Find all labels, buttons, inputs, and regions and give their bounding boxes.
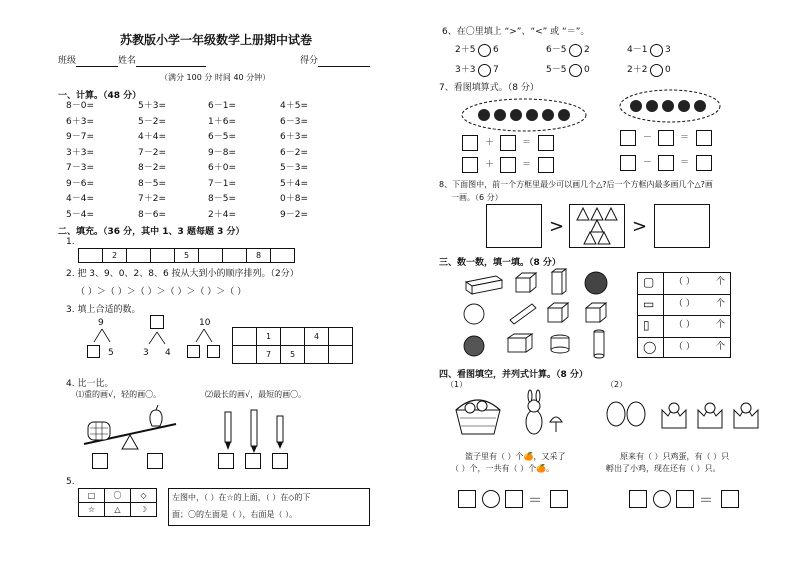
q5-shape-cell: ☆: [78, 502, 105, 517]
class-label: 班级: [58, 56, 77, 66]
pencil-box-3[interactable]: [272, 453, 288, 469]
section1-title: 一、计算。（48 分）: [58, 91, 142, 101]
count-unit: 个: [716, 341, 726, 352]
section4-title: 四、看图填空，并列式计算。（8 分）: [439, 370, 588, 380]
number-line-cell[interactable]: [126, 248, 151, 263]
q7-text: 7、看图填算式。（8 分）: [439, 83, 539, 93]
q8-text: 8、下面图中，前一个方框里最少可以画几个△?后一个方框内最多画几个△?画: [439, 180, 713, 189]
count-unit: 个: [716, 298, 726, 309]
p1-eq-op-circle[interactable]: [482, 490, 500, 508]
compare-circle[interactable]: [478, 64, 491, 77]
seesaw-box-right[interactable]: [147, 453, 163, 469]
class-blank[interactable]: [76, 57, 118, 67]
section2-title: 二、填充。（36 分，其中 1、3 题每题 3 分）: [58, 227, 245, 237]
compare-left: 2＋5: [455, 45, 476, 55]
q2-text: 2. 把 3、9、0、2、8、6 按从大到小的顺序排列。（2分）: [66, 269, 299, 279]
score-blank[interactable]: [318, 57, 370, 67]
q4a-text: ⑴重的画√，轻的画〇。: [76, 390, 162, 399]
q8-box-left[interactable]: [486, 204, 542, 248]
q3-grid-cell[interactable]: [280, 327, 305, 346]
name-blank[interactable]: [136, 57, 206, 67]
tree1-left-box[interactable]: [87, 345, 100, 358]
q7-box[interactable]: [658, 130, 674, 146]
compare-left: 4－1: [627, 45, 648, 55]
p1-eq-box2[interactable]: [505, 490, 523, 508]
number-line-cell[interactable]: 8: [246, 248, 271, 263]
p1-eq-result[interactable]: [550, 490, 568, 508]
calc-item[interactable]: 8－5=: [208, 194, 236, 204]
calc-item[interactable]: 5＋3=: [138, 101, 166, 111]
pencil-box-1[interactable]: [218, 453, 234, 469]
count-blank[interactable]: （ ）: [674, 298, 695, 309]
sec4-part1-label: （1）: [446, 380, 468, 389]
q5-number: 5.: [66, 477, 75, 487]
calc-item[interactable]: 6＋3=: [280, 132, 308, 142]
calc-item[interactable]: 8－5=: [138, 178, 166, 189]
q8-text2: 一画。（6 分）: [451, 193, 503, 202]
q7-result-box[interactable]: [538, 135, 554, 151]
pencil-box-2[interactable]: [245, 453, 261, 469]
q3-grid-cell[interactable]: 1: [256, 327, 281, 346]
q5-text-line1: 左图中，（ ）在☆的上面，（ ）在◇的下: [172, 493, 311, 502]
count-row-divider: [637, 294, 731, 295]
q6-text: 6、在〇里填上 “>”、“<” 或 “＝”。: [442, 27, 590, 37]
sec4-part2-label: （2）: [606, 380, 628, 389]
class-field: [58, 56, 118, 67]
compare-right: 6: [493, 45, 499, 55]
calc-item[interactable]: 9－6=: [66, 178, 94, 189]
count-col-divider: [663, 272, 664, 358]
score-label: 得分: [300, 56, 319, 66]
compare-circle[interactable]: [569, 44, 582, 57]
q7-box[interactable]: [462, 157, 478, 173]
basket-rabbit-image: [452, 392, 582, 440]
pencils-image: [215, 408, 295, 453]
q7-op: ＋: [485, 138, 495, 148]
calc-item[interactable]: 6－3=: [280, 116, 308, 127]
count-blank[interactable]: （ ）: [674, 320, 695, 330]
calc-item[interactable]: 8－0=: [66, 101, 94, 111]
number-line-cell[interactable]: 5: [174, 248, 199, 263]
tree2-left: 3: [143, 348, 149, 358]
q4b-text: ⑵最长的画√，最短的画〇。: [205, 390, 307, 399]
p2-eq-equals: ＝: [699, 493, 713, 509]
section3-title: 三、数一数，填一填。（8 分）: [439, 258, 561, 268]
calc-item[interactable]: 6－2=: [280, 147, 308, 158]
p1-text-line2: （ ）个，一共有（ ）个🍊。: [451, 464, 555, 473]
q7-op: ＋: [485, 160, 495, 170]
q7-box[interactable]: [500, 157, 516, 173]
sphere-icon: ◯: [643, 339, 657, 354]
exam-info: （满分 100 分 时间 40 分钟）: [160, 73, 271, 82]
apple-group-left: [460, 97, 590, 137]
p2-eq-result[interactable]: [721, 490, 739, 508]
q5-text-line2: 面；〇的左面是（ ），右面是（ ）。: [172, 510, 298, 519]
calc-item[interactable]: 3＋3=: [66, 147, 94, 158]
calc-item[interactable]: 5＋4=: [280, 178, 308, 189]
calc-item[interactable]: 0＋8=: [280, 194, 308, 204]
eggs-chicks-image: [606, 396, 766, 436]
compare-right: 2: [584, 45, 590, 55]
calc-item[interactable]: 6－1=: [208, 101, 236, 111]
q4-text: 4. 比一比。: [66, 379, 114, 389]
calc-item[interactable]: 7－1=: [208, 178, 236, 189]
q3-grid-cell[interactable]: [232, 327, 257, 346]
q7-equals: ＝: [680, 133, 690, 143]
tree1-right: 5: [108, 348, 114, 358]
apple-group-right: [618, 88, 728, 128]
seesaw-box-left[interactable]: [92, 453, 108, 469]
calc-item[interactable]: 5－4=: [66, 209, 94, 220]
count-row-divider: [637, 315, 731, 316]
q3-grid-cell[interactable]: 4: [304, 327, 329, 346]
calc-item[interactable]: 8－6=: [138, 209, 166, 220]
tree3-top: 10: [199, 318, 211, 328]
compare-left: 2＋2: [627, 65, 648, 75]
q8-box-right[interactable]: [654, 204, 710, 248]
calc-item[interactable]: 2＋4=: [208, 209, 236, 220]
cube-icon: ▢: [643, 275, 655, 289]
compare-right: 3: [665, 45, 671, 55]
calc-item[interactable]: 7＋2=: [138, 194, 166, 204]
q7-equals: ＝: [522, 138, 532, 148]
q7-equals: ＝: [522, 160, 532, 170]
q3-grid-cell[interactable]: [328, 327, 353, 346]
tree1-top: 9: [98, 318, 104, 328]
q7-op: －: [643, 133, 653, 143]
q3-grid-cell[interactable]: [328, 345, 353, 364]
compare-left: 5－5: [546, 65, 567, 75]
name-label: 姓名: [118, 56, 137, 66]
q7-box[interactable]: [620, 130, 636, 146]
calc-item[interactable]: 1＋6=: [208, 116, 236, 127]
calc-item[interactable]: 9－2=: [280, 209, 308, 220]
compare-right: 7: [493, 65, 499, 75]
number-line-cell[interactable]: [150, 248, 175, 263]
q8-gt-1: >: [549, 216, 565, 237]
q3-text: 3. 填上合适的数。: [66, 305, 141, 315]
p2-eq-box1[interactable]: [629, 490, 647, 508]
calc-item[interactable]: 8－2=: [138, 163, 166, 173]
score-field: [300, 56, 370, 67]
compare-right: 0: [665, 65, 671, 75]
compare-right: 0: [584, 65, 590, 75]
calc-item[interactable]: 4＋5=: [280, 101, 308, 111]
page-title: 苏教版小学一年级数学上册期中试卷: [120, 33, 313, 47]
calc-item[interactable]: 7－2=: [138, 147, 166, 158]
calc-item[interactable]: 6＋0=: [208, 163, 236, 173]
calc-item[interactable]: 9－7=: [66, 132, 94, 142]
q5-shape-cell: □: [78, 488, 105, 503]
compare-circle[interactable]: [569, 64, 582, 77]
tree2-top-box[interactable]: [150, 315, 164, 329]
q1-number: 1.: [66, 237, 75, 247]
q5-shape-cell: △: [104, 502, 131, 517]
compare-circle[interactable]: [650, 44, 663, 57]
q8-triangles: [569, 204, 625, 248]
calc-item[interactable]: 5－2=: [138, 116, 166, 127]
cuboid-icon: ▭: [643, 296, 655, 311]
number-line-cell[interactable]: [78, 248, 103, 263]
calc-item[interactable]: 7－3=: [66, 163, 94, 173]
q3-grid-cell[interactable]: [232, 345, 257, 364]
calc-item[interactable]: 6＋3=: [66, 116, 94, 127]
count-blank[interactable]: （ ）: [674, 277, 695, 287]
q7-result-box[interactable]: [696, 130, 712, 146]
compare-circle[interactable]: [478, 44, 491, 57]
number-line-cell[interactable]: [222, 248, 247, 263]
q7-op: －: [643, 158, 653, 168]
q3-grid-cell[interactable]: 7: [256, 345, 281, 364]
seesaw-image: [78, 404, 188, 454]
p2-text-line2: 孵出了小鸡，现在还有（ ）只。: [606, 464, 721, 473]
number-line-cell[interactable]: [270, 248, 295, 263]
calc-item[interactable]: 6－5=: [208, 132, 236, 142]
p1-eq-equals: ＝: [528, 493, 542, 509]
count-unit: 个: [716, 320, 726, 330]
compare-circle[interactable]: [650, 64, 663, 77]
calc-item[interactable]: 4－4=: [66, 194, 94, 204]
q7-result-box[interactable]: [696, 155, 712, 171]
count-unit: 个: [716, 277, 726, 287]
tree3-right-box[interactable]: [207, 345, 220, 358]
calc-item[interactable]: 4＋4=: [138, 132, 166, 142]
compare-left: 6－5: [546, 45, 567, 55]
q7-box[interactable]: [620, 155, 636, 171]
q8-gt-2: >: [632, 216, 648, 237]
q2-blanks[interactable]: （ ）＞（ ）＞（ ）＞（ ）＞（ ）＞（ ）: [76, 287, 247, 297]
q7-result-box[interactable]: [538, 157, 554, 173]
q5-shape-cell: 〇: [104, 488, 131, 503]
q7-box[interactable]: [462, 135, 478, 151]
tree2-right: 4: [165, 348, 171, 358]
q5-shape-cell: ◇: [130, 488, 157, 503]
solids-image: [460, 268, 620, 363]
calc-item[interactable]: 5－3=: [280, 163, 308, 173]
cylinder-icon: ▯: [643, 318, 650, 332]
p2-eq-op-circle[interactable]: [653, 490, 671, 508]
tree3-left-box[interactable]: [187, 345, 200, 358]
q3-grid-cell[interactable]: [304, 345, 329, 364]
calc-item[interactable]: 9－8=: [208, 147, 236, 158]
p2-text-line1: 原来有（ ）只鸡蛋，有（ ）只: [620, 452, 730, 461]
q7-box[interactable]: [658, 155, 674, 171]
q3-grid-cell[interactable]: 5: [280, 345, 305, 364]
p1-eq-box1[interactable]: [458, 490, 476, 508]
number-line-cell[interactable]: [198, 248, 223, 263]
q7-box[interactable]: [500, 135, 516, 151]
q7-equals: ＝: [680, 158, 690, 168]
count-row-divider: [637, 337, 731, 338]
p1-text-line1: 篮子里有（ ）个🍊，又采了: [465, 452, 566, 461]
q5-shape-cell: ☽: [130, 502, 157, 517]
number-line-cell[interactable]: 2: [102, 248, 127, 263]
compare-left: 3＋3: [455, 65, 476, 75]
count-blank[interactable]: （ ）: [674, 341, 695, 352]
name-field: [118, 56, 206, 67]
p2-eq-box2[interactable]: [676, 490, 694, 508]
